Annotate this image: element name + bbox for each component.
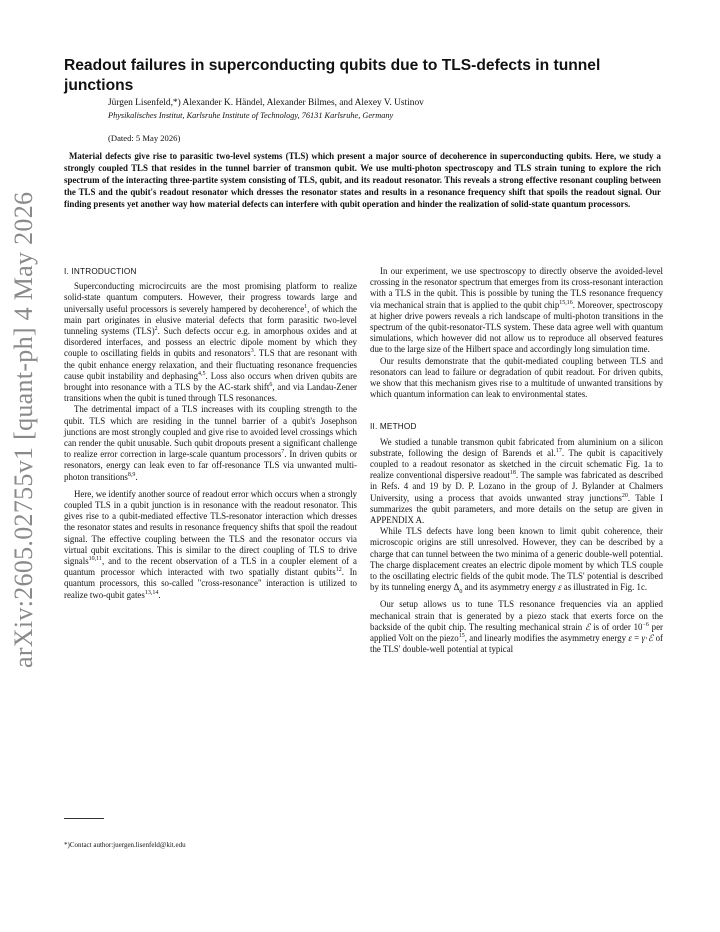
date-line: (Dated: 5 May 2026) bbox=[108, 133, 181, 143]
paper-title: Readout failures in superconducting qubits due to TLS-defects in tunnel junctions bbox=[64, 57, 601, 94]
section-heading-method: II. METHOD bbox=[370, 422, 417, 432]
body-paragraph: In our experiment, we use spectroscopy to directly observe the avoided-level crossing in the resonator spectrum that emerges from its cross-resonant interaction with a TLS in the qubit. This is possible by tuning the TLS resonance frequency via mechanical strain that is applied to the qubit chip$^{15,16}$. Moreover, spectroscopy at higher drive powers reveals a rich landscape of multi-photon transitions in the spectrum of the qubit-resonator-TLS system. These data agree well with quantum simulations, which however did not allow us to reproduce all observed features due to the large size of the Hilbert space and accordingly long simulation time. bbox=[370, 266, 663, 355]
body-paragraph: The detrimental impact of a TLS increases with its coupling strength to the qubit. TLS which are residing in the tunnel barrier of a qubit's Josephson junctions are most strongly coupled and give rise to avoided level crossings which can render the qubit unusable. Such qubit dropouts present a significant challenge to realize error correction in large-scale quantum processors$^7$. In driven qubits or resonators, energy can leak even to far off-resonance TLS via unwanted multi-photon transitions$^{8,9}$. bbox=[64, 404, 357, 482]
footnote-contact: *)Contact author:juergen.lisenfeld@kit.edu bbox=[64, 841, 186, 849]
body-paragraph: Our setup allows us to tune TLS resonance frequencies via an applied mechanical strain that is generated by a piezo stack that exerts force on the backside of the qubit chip. The resulting mechanical strain ℰ is of order $10^{-6}$ per applied Volt on the piezo$^{15}$, and linearly modifies the asymmetry energy ε = γ·ℰ of the TLS' double-well potential at typical bbox=[370, 599, 663, 655]
body-paragraph: Here, we identify another source of readout error which occurs when a strongly coupled TLS in a qubit junction is in resonance with the readout resonator. This gives rise to a qubit-mediated effective TLS-resonator interaction which dresses the resonator states and results in resonance frequency shifts that spoil the readout signal. The effective coupling between the TLS and the resonator occurs via virtual qubit excitations. This is similar to the direct coupling of TLS to drive signals$^{10,11}$, and to the recent observation of a TLS in a coupler element of a quantum processor which interacted with two spatially distant qubits$^{12}$. In quantum processors, this so-called "cross-resonance" interaction is utilized to realize two-qubit gates$^{13,14}$. bbox=[64, 488, 357, 600]
body-paragraph: Superconducting microcircuits are the most promising platform to realize solid-state quantum computers. However, their progress towards large and universally useful processors is severely hampered by decoherence$^1$, of which the main part originates in elusive material defects that form parasitic two-level tunneling systems (TLS)$^2$. Such defects occur e.g. in amorphous oxides and at disordered interfaces, and possess an electric dipole moment by which they couple to oscillating fields in qubits and resonators$^3$. TLS that are resonant with the qubit enhance energy relaxation, and their fluctuating resonance frequencies cause qubit instability and dephasing$^{4,5}$. Loss also occurs when driven qubits are brought into resonance with a TLS by the AC-stark shift$^6$, and via Landau-Zener transitions when the qubit is tuned through TLS resonances. bbox=[64, 281, 357, 404]
body-paragraph: We studied a tunable transmon qubit fabricated from aluminium on a silicon substrate, following the design of Barends et al.$^{17}$. The qubit is capacitively coupled to a readout resonator as sketched in the circuit schematic Fig. 1a to realize conventional dispersive readout$^{18}$. The sample was fabricated as described in Refs. 4 and 19 by D. P. Lozano in the group of J. Bylander at Chalmers University, using a process that avoids unwanted stray junctions$^{20}$. Table I summarizes the qubit parameters, and more details on the setup are given in APPENDIX A. bbox=[370, 436, 663, 526]
section-heading-introduction: I. INTRODUCTION bbox=[64, 267, 137, 276]
author-list: Jürgen Lisenfeld,*) Alexander K. Händel, Alexander Bilmes, and Alexey V. Ustinov bbox=[108, 98, 424, 108]
footnote-divider bbox=[64, 818, 104, 819]
left-column bbox=[64, 266, 357, 601]
affiliation: Physikalisches Institut, Karlsruhe Institute of Technology, 76131 Karlsruhe, Germany bbox=[108, 111, 394, 120]
body-paragraph: While TLS defects have long been known to limit qubit coherence, their microscopic origins are still unresolved. However, they can be described by a charge that can tunnel between the two minima of a generic double-well potential. The charge displacement creates an electric dipole moment by which TLS couple to the oscillating electric fields of the qubit mode. The TLS' potential is described by its tunneling energy $\Delta_0$ and its asymmetry energy ε as illustrated in Fig. 1c. bbox=[370, 526, 663, 596]
abstract: Material defects give rise to parasitic two-level systems (TLS) which present a major source of decoherence in superconducting qubits. Here, we study a strongly coupled TLS that resides in the tunnel barrier of transmon qubit. We use multi-photon spectroscopy and TLS strain tuning to explore the rich spectrum of the interacting three-partite system consisting of TLS, qubit, and its readout resonator. This reveals a strong effective resonant coupling between the TLS and the qubit's readout resonator which dresses the resonator states and results in a resonance frequency shift that spoils the readout signal. Our finding presents yet another way how material defects can interfere with qubit operation and hinder the realization of solid-state quantum processors. bbox=[64, 151, 661, 209]
arxiv-identifier-stamp: arXiv:2605.02755v1 [quant-ph] 4 May 2026 bbox=[9, 191, 38, 668]
right-column bbox=[370, 266, 663, 656]
body-paragraph: Our results demonstrate that the qubit-mediated coupling between TLS and resonators can lead to failure or degradation of qubit readout. For driven qubits, we show that this mechanism gives rise to a multitude of unwanted transitions by which quantum information can leak to environmental states. bbox=[370, 355, 663, 400]
